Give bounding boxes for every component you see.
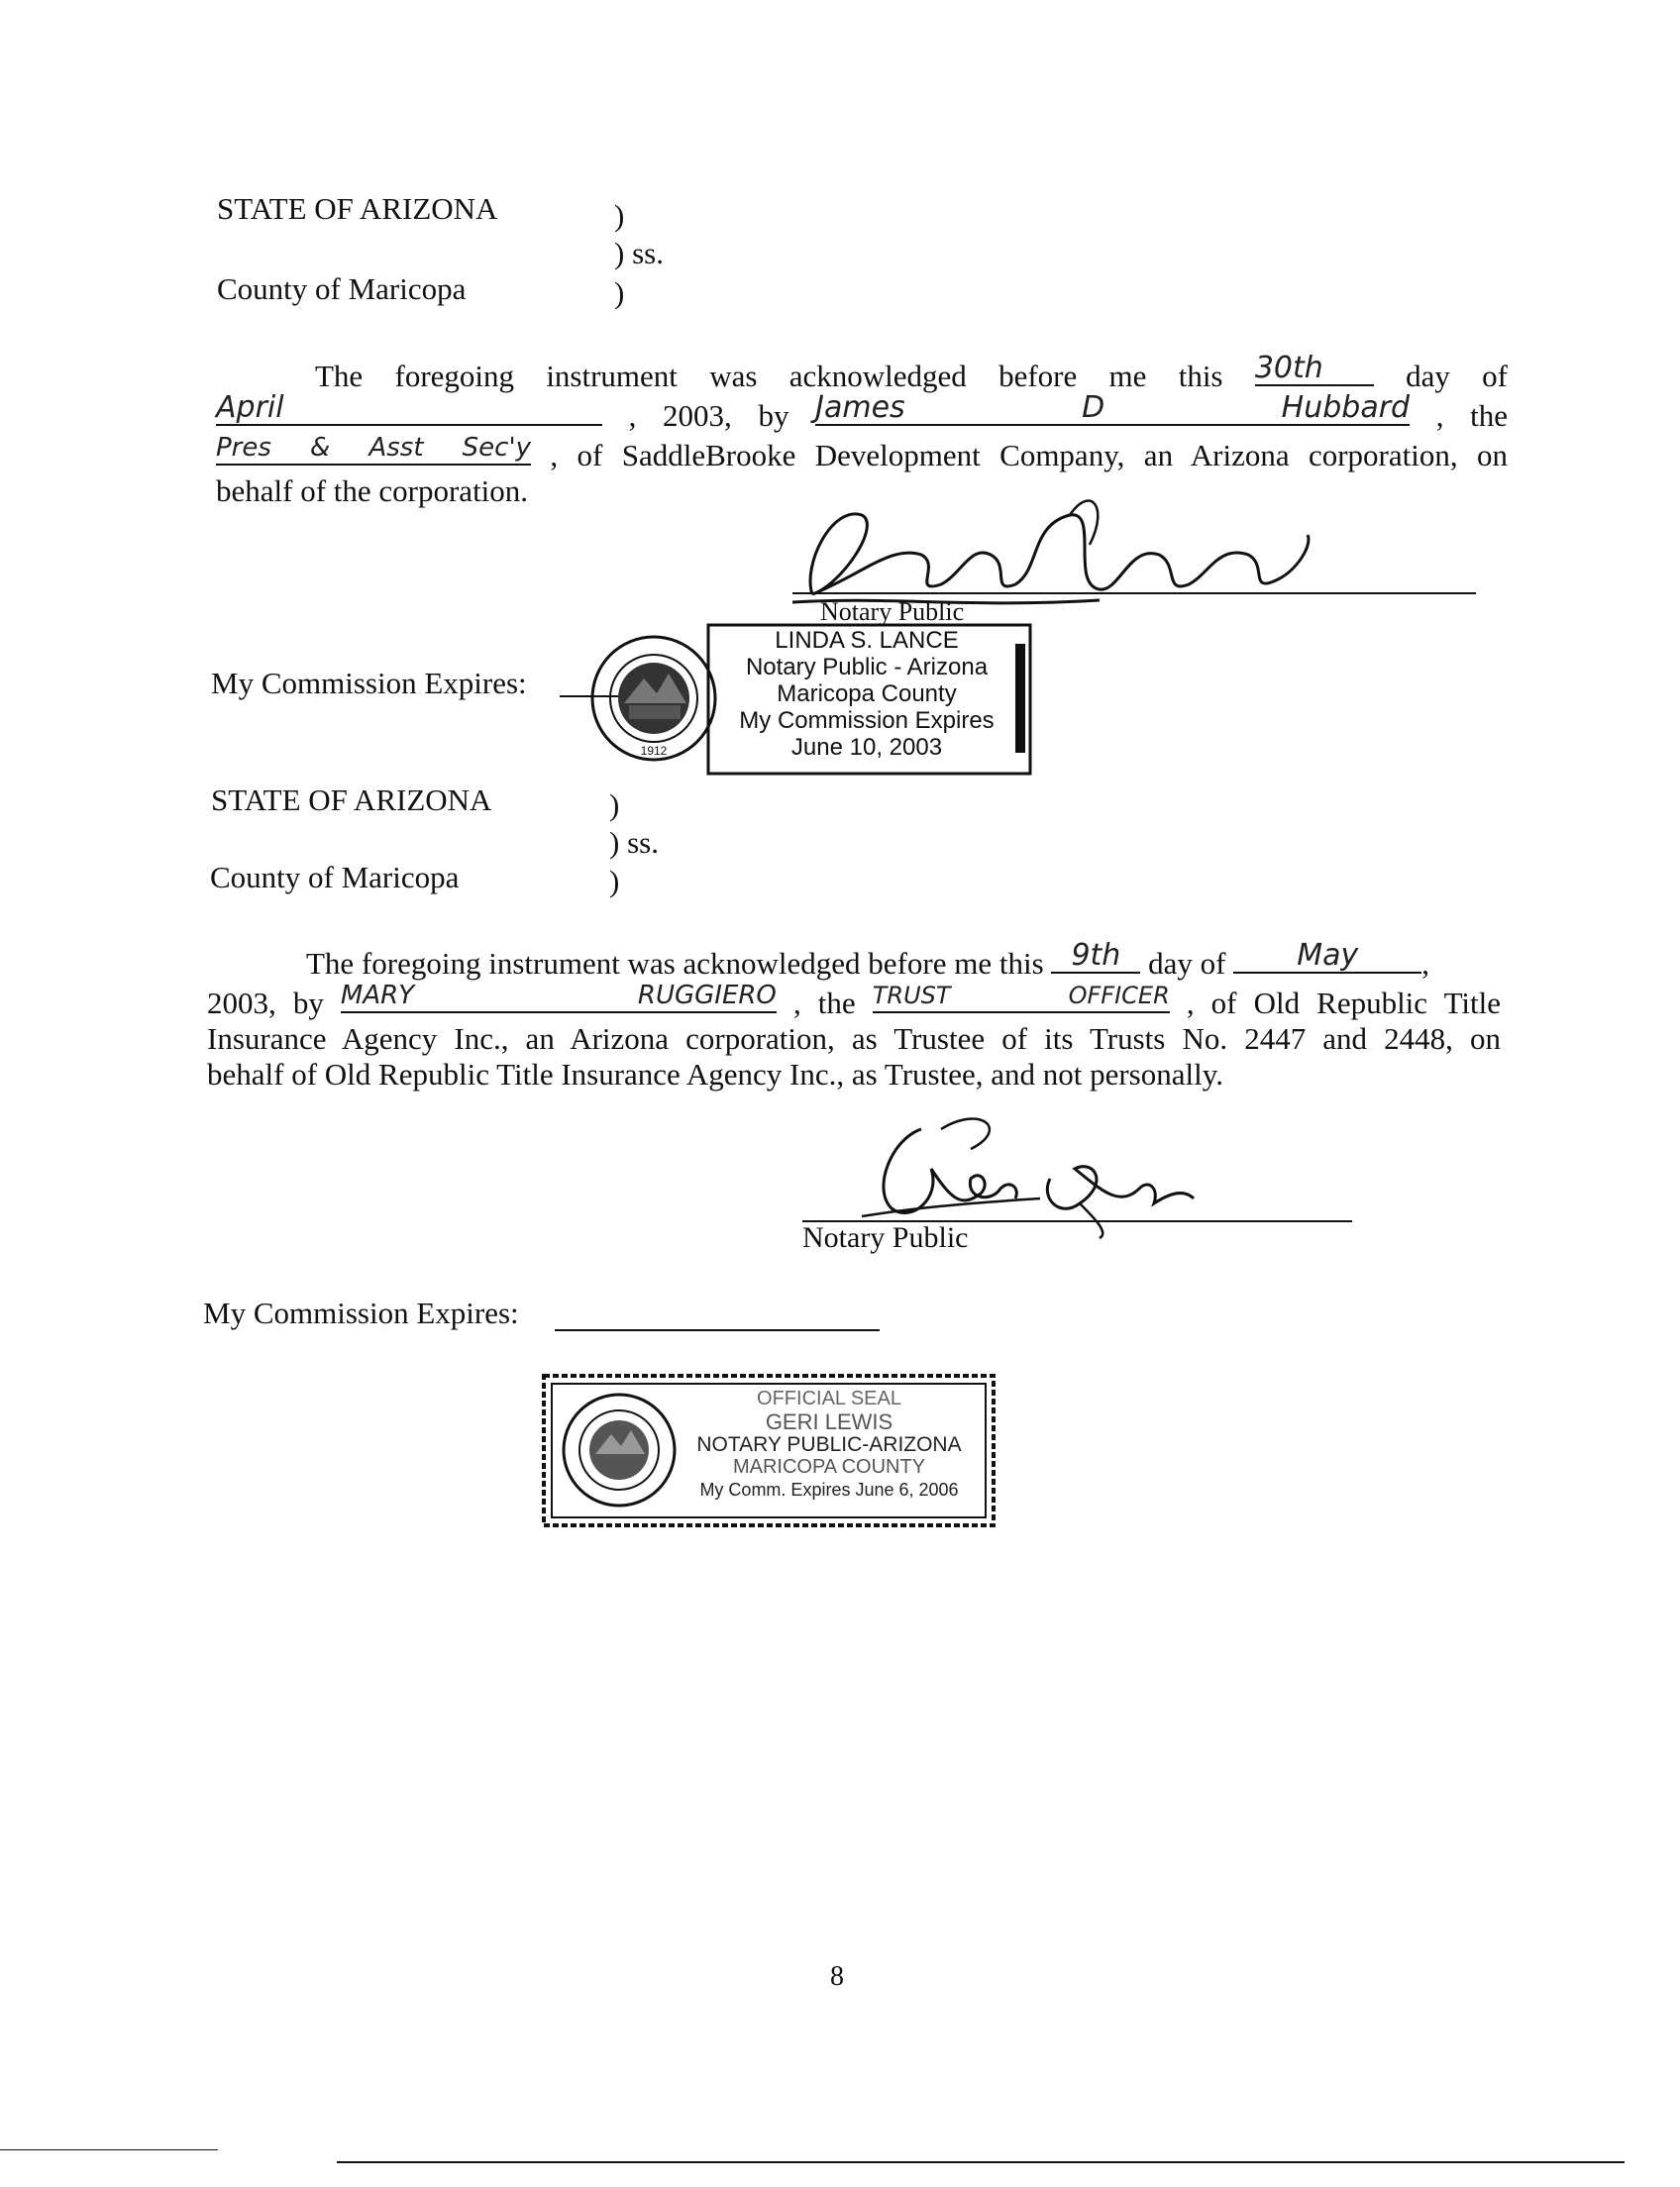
stamp-notary-name-1: LINDA S. LANCE <box>775 627 959 654</box>
acknowledgment-paragraph-2 <box>207 938 1502 1093</box>
paren-ss-1: ) ss. <box>614 236 664 270</box>
ack1-month-handwriting: April <box>216 390 284 425</box>
ack2-line-1: The foregoing instrument was acknowledged before me this 9th day of May , <box>306 938 1429 981</box>
stamp-county-2: MARICOPA COUNTY <box>732 1456 926 1478</box>
stamp-expires-date-1: June 10, 2003 <box>790 734 943 761</box>
commission-expires-label-1: My Commission Expires: <box>211 666 527 700</box>
ack2-title-blank <box>873 982 1170 1013</box>
ack2-name-blank <box>341 982 777 1013</box>
ack1-line-1: The foregoing instrument was acknowledged before me this 30th day of <box>315 351 1509 393</box>
ack2-name-handwriting: MARY RUGGIERO <box>340 981 777 1010</box>
paren-2a: ) <box>609 787 620 822</box>
stamp-heading-2: OFFICIAL SEAL <box>757 1388 901 1409</box>
paren-2c: ) <box>609 864 620 898</box>
paren-ss-2: ) ss. <box>609 825 659 860</box>
stamp-notary-role-1: Notary Public - Arizona <box>745 654 989 680</box>
ack2-day-handwriting: 9th <box>1071 938 1121 973</box>
ack1-name-handwriting: James D Hubbard <box>815 390 1411 425</box>
ack2-month-blank <box>1233 938 1421 974</box>
ack1-line-3: Pres & Asst Sec'y , of SaddleBrooke Development Company, an Arizona corporation, on <box>216 434 1508 473</box>
ack1-name-blank <box>815 390 1411 426</box>
scan-edge-line-left <box>0 2149 218 2150</box>
ack2-line-4: behalf of Old Republic Title Insurance Agency Inc., as Trustee, and not personally. <box>207 1057 1223 1092</box>
stamp-expires-2: My Comm. Expires June 6, 2006 <box>699 1480 959 1500</box>
ack2-month-handwriting: May <box>1297 938 1359 973</box>
scan-edge-line-bottom <box>337 2161 1625 2163</box>
ack1-line-4: behalf of the corporation. <box>216 473 529 508</box>
commission-expires-label-2: My Commission Expires: <box>203 1296 519 1330</box>
stamp-county-1: Maricopa County <box>777 680 957 707</box>
stamp-notary-role-2: NOTARY PUBLIC-ARIZONA <box>696 1433 962 1456</box>
ack2-title-handwriting: TRUST OFFICER <box>872 982 1170 1009</box>
signature-geri-lewis <box>852 1109 1208 1238</box>
page-number: 8 <box>830 1961 844 1992</box>
state-heading-2: STATE OF ARIZONA <box>211 782 492 817</box>
arizona-state-seal-icon-2 <box>560 1391 679 1510</box>
ack1-month-blank <box>216 390 602 426</box>
ack1-line-2: April , 2003, by James D Hubbard , the <box>216 390 1509 433</box>
seal-year-1: 1912 <box>640 744 668 758</box>
ack1-title-blank <box>216 434 531 466</box>
notary-stamp-geri-lewis <box>542 1374 996 1527</box>
ack1-title-handwriting: Pres & Asst Sec'y <box>216 433 531 463</box>
paren-1c: ) <box>614 275 625 310</box>
ack1-day-blank <box>1254 351 1374 386</box>
ack2-line-3: Insurance Agency Inc., an Arizona corporation, as Trustee of its Trusts No. 2447 and 2448, on <box>207 1021 1501 1056</box>
paren-1a: ) <box>614 198 625 233</box>
notary-stamp-linda-lance <box>579 619 1035 778</box>
stamp-text-block-2 <box>681 1388 978 1502</box>
arizona-state-seal-icon <box>589 634 718 763</box>
stamp-notary-name-2: GERI LEWIS <box>765 1409 893 1434</box>
state-heading-1: STATE OF ARIZONA <box>217 191 498 226</box>
ack2-line-2: 2003, by MARY RUGGIERO , the TRUST OFFICER , of Old Republic Title <box>207 982 1501 1021</box>
commission-expires-blank-2 <box>555 1329 880 1331</box>
ack1-day-handwriting: 30th <box>1254 351 1323 385</box>
notary-public-label-2: Notary Public <box>802 1221 969 1254</box>
county-heading-2: County of Maricopa <box>210 860 460 894</box>
ack2-day-blank <box>1051 938 1140 974</box>
county-heading-1: County of Maricopa <box>217 271 467 306</box>
notary-public-label-1: Notary Public <box>820 597 965 626</box>
stamp-text-block-1 <box>718 627 1015 761</box>
stamp-expires-label-1: My Commission Expires <box>739 707 995 734</box>
